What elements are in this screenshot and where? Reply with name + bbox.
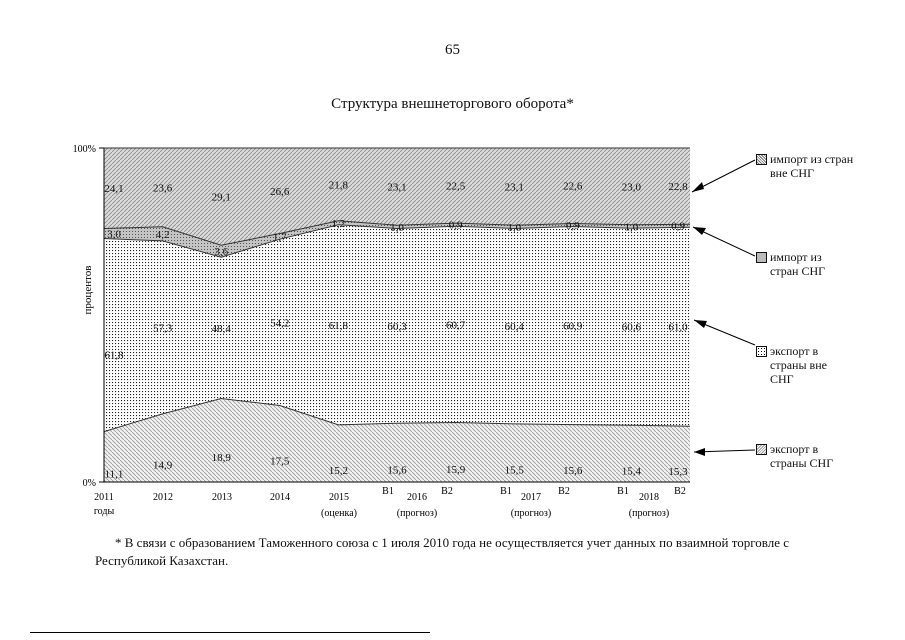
value-label-exp-non: 60,3 <box>387 320 407 333</box>
value-label-exp-non: 48,4 <box>211 322 231 335</box>
y-axis-label: процентов <box>82 265 94 315</box>
value-label-imp-non: 22,6 <box>563 180 583 193</box>
x-variant-2016-b2: В2 <box>441 486 453 497</box>
x-note-years: годы <box>93 506 115 517</box>
x-year-2018: 2018 <box>639 492 659 503</box>
chart-title: Структура внешнеторгового оборота* <box>331 96 574 112</box>
x-year-2015: 2015 <box>329 492 349 503</box>
value-label-imp-cis: 3,0 <box>107 228 121 241</box>
value-label-exp-non: 54,2 <box>270 317 290 330</box>
value-label-exp-non: 61,8 <box>104 349 124 362</box>
value-label-imp-cis: 0,9 <box>565 220 580 232</box>
x-note-2017: (прогноз) <box>510 508 552 519</box>
legend-export-cis <box>756 442 846 470</box>
value-label-exp-cis: 15,6 <box>563 465 583 477</box>
value-label-imp-non: 23,1 <box>387 181 407 194</box>
value-label-exp-non: 61,8 <box>328 319 349 332</box>
x-variant-2017-b2: В2 <box>558 486 570 497</box>
value-label-imp-non: 26,6 <box>270 185 290 198</box>
value-label-imp-cis: 0,9 <box>448 219 463 232</box>
value-label-imp-non: 22,5 <box>445 180 466 193</box>
value-label-imp-cis: 1,0 <box>624 221 639 234</box>
value-label-exp-non: 60,4 <box>504 321 524 334</box>
legend-import-non-cis <box>756 152 861 180</box>
value-label-exp-cis: 11,1 <box>104 468 124 481</box>
value-label-imp-non: 22,8 <box>668 181 688 194</box>
value-label-exp-cis: 18,9 <box>211 451 231 464</box>
value-label-exp-cis: 15,4 <box>621 465 642 478</box>
value-label-exp-cis: 15,6 <box>387 464 407 477</box>
x-variant-2018-b1: В1 <box>617 486 629 497</box>
y-tick-label-0: 0% <box>82 478 96 489</box>
legend-label-import-non-cis: импорт из стран вне СНГ <box>770 152 854 180</box>
value-label-exp-non: 60,6 <box>621 321 642 334</box>
value-label-exp-non: 60,9 <box>563 320 583 333</box>
x-variant-2016-b1: В1 <box>382 486 394 497</box>
value-label-exp-non: 60,7 <box>445 319 466 332</box>
legend-swatch-import-cis <box>756 252 767 263</box>
value-label-imp-non: 29,1 <box>211 191 231 204</box>
legend-swatch-export-non-cis <box>756 346 767 357</box>
value-label-imp-cis: 0,9 <box>671 220 685 233</box>
arrowhead-imp-cis <box>693 227 706 235</box>
y-tick-label-100: 100% <box>72 144 96 155</box>
value-label-imp-cis: 3,6 <box>214 246 229 259</box>
value-label-exp-cis: 15,2 <box>328 465 349 478</box>
x-year-2012: 2012 <box>153 492 173 503</box>
x-year-2017: 2017 <box>521 492 541 503</box>
value-label-imp-non: 23,1 <box>504 181 524 194</box>
x-note-2015: (оценка) <box>321 508 357 519</box>
legend-label-import-cis: импорт из стран СНГ <box>770 250 826 278</box>
x-year-2016: 2016 <box>407 492 427 503</box>
value-label-exp-cis: 15,5 <box>504 464 524 477</box>
legend-swatch-import-non-cis <box>756 154 767 165</box>
value-label-exp-non: 57,3 <box>152 322 173 335</box>
x-note-2016: (прогноз) <box>396 508 438 519</box>
value-label-imp-cis: 1,2 <box>331 217 346 230</box>
page-number: 65 <box>445 42 460 58</box>
value-label-imp-non: 24,1 <box>104 183 124 196</box>
legend-swatch-export-cis <box>756 444 767 455</box>
footnote: * В связи с образованием Таможенного союза с 1 июля 2010 года не осуществляется учет данных по взаимной торговле с Республикой Казахстан. <box>95 535 790 568</box>
value-label-imp-cis: 1,7 <box>272 231 287 244</box>
x-variant-2018-b2: В2 <box>674 486 686 497</box>
value-label-imp-non: 23,6 <box>152 182 173 195</box>
value-label-imp-cis: 1,0 <box>507 221 522 234</box>
legend-label-export-non-cis: экспорт в страны вне СНГ <box>770 344 827 386</box>
value-label-exp-non: 61,0 <box>668 321 688 334</box>
value-label-exp-cis: 15,9 <box>445 464 466 476</box>
arrowhead-exp-cis <box>694 448 705 456</box>
x-note-2018: (прогноз) <box>628 508 670 519</box>
legend-export-non-cis <box>756 344 844 386</box>
x-year-2013: 2013 <box>212 492 232 503</box>
arrowhead-imp-non <box>692 182 704 192</box>
x-year-2011: 2011 <box>94 492 114 503</box>
value-label-exp-cis: 17,5 <box>270 455 290 468</box>
value-label-exp-cis: 14,9 <box>152 459 173 472</box>
arrowhead-exp-non <box>694 320 707 328</box>
legend-import-cis <box>756 250 846 278</box>
legend-arrows <box>692 160 755 452</box>
x-variant-2017-b1: В1 <box>500 486 512 497</box>
value-label-imp-cis: 1,0 <box>390 221 404 234</box>
value-label-imp-cis: 4,2 <box>155 228 170 241</box>
x-year-2014: 2014 <box>270 492 290 503</box>
legend-label-export-cis: экспорт в страны СНГ <box>770 442 834 470</box>
value-label-exp-cis: 15,3 <box>668 465 688 478</box>
bottom-rule <box>30 632 430 633</box>
value-label-imp-non: 23,0 <box>621 181 642 194</box>
value-label-imp-non: 21,8 <box>328 179 349 192</box>
